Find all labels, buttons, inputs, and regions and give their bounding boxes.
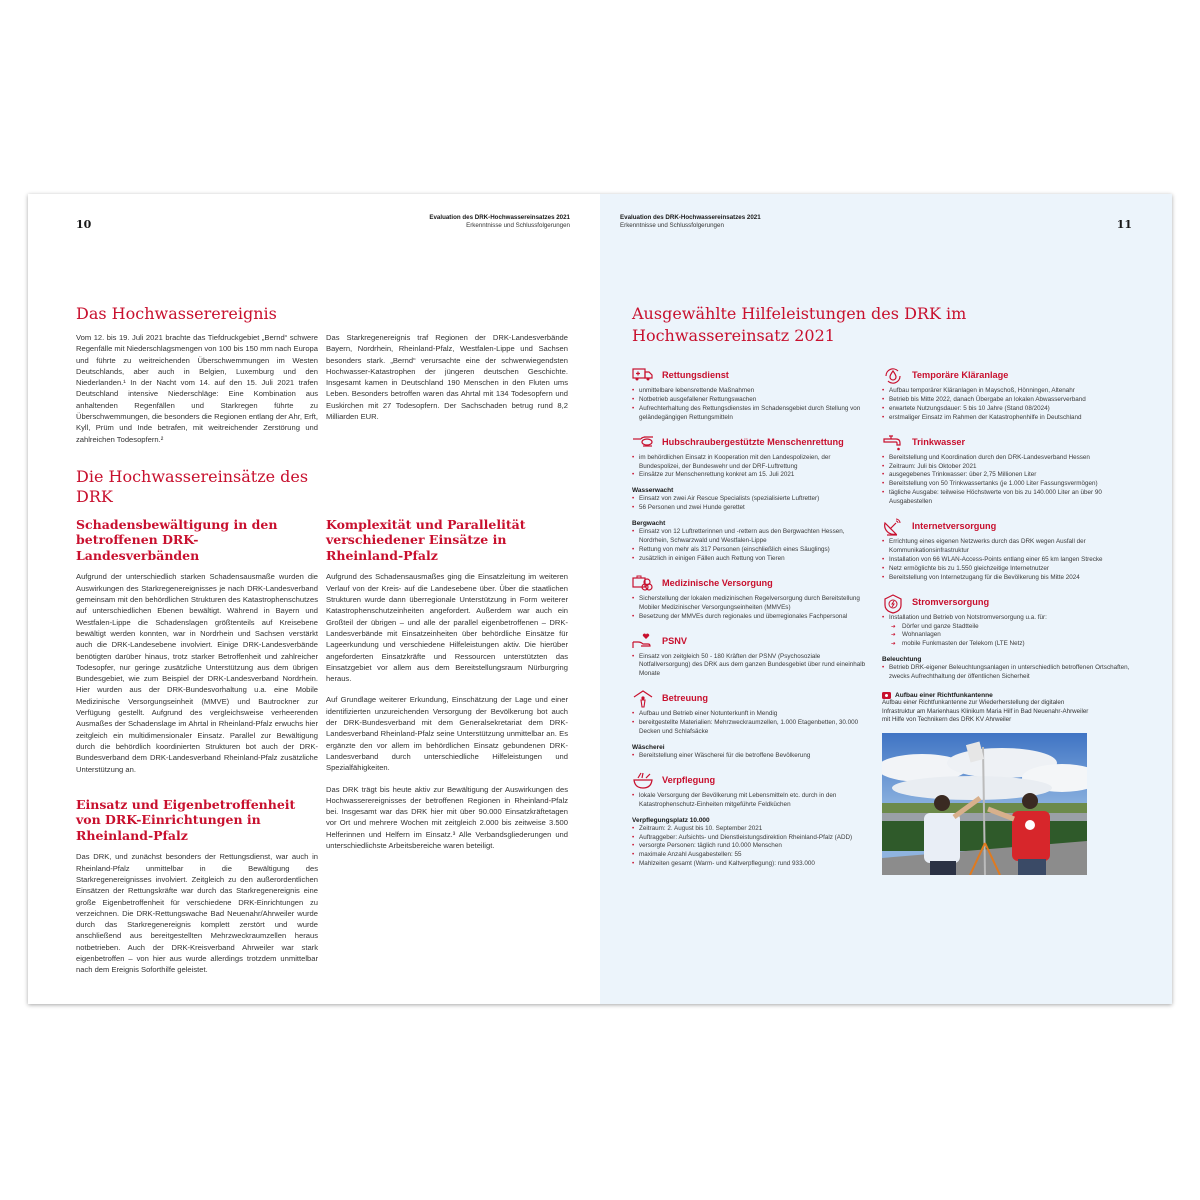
subsection-title: Verpflegungsplatz 10.000 — [632, 816, 710, 824]
bullet-item: • Netz ermöglichte bis zu 1.550 gleichzeitige Internetnutzer — [882, 565, 1132, 574]
bullet-item: • 56 Personen und zwei Hunde gerettet — [632, 504, 870, 513]
service-section-header — [632, 771, 870, 789]
bullet-item: • erwartete Nutzungsdauer: 5 bis 10 Jahre (Stand 08/2024) — [882, 405, 1132, 414]
water-tap-icon — [882, 434, 904, 450]
bullet-item: • Bereitstellung von Internetzugang für die Bevölkerung bis Mitte 2024 — [882, 574, 1132, 583]
section-heading: Das Hochwasserereignis — [76, 304, 277, 323]
bullet-item: • Bereitstellung einer Wäscherei für die betroffene Bevölkerung — [632, 752, 870, 761]
service-title: Verpflegung — [662, 774, 716, 785]
service-title: PSNV — [662, 635, 688, 646]
bullet-item: • Einsätze zur Menschenrettung konkret am 15. Juli 2021 — [632, 471, 870, 480]
bullet-item: • lokale Versorgung der Bevölkerung mit Lebensmitteln etc. durch in den Katastrophenschutz-Einheiten mitgeführte Feldküchen — [632, 792, 870, 810]
right-page — [600, 194, 1172, 1004]
subsection-heading: Komplexität und Parallelität verschiedener Einsätze in Rheinland-Pfalz — [326, 516, 526, 563]
section-heading: Die Hochwassereinsätze des DRK — [76, 466, 309, 506]
service-section-header — [882, 433, 1132, 451]
bullet-item: • Installation von 66 WLAN-Access-Points entlang einer 65 km langen Strecke — [882, 556, 1132, 565]
bullet-item: • tägliche Ausgabe: teilweise Höchstwerte von bis zu 140.000 Liter an über 90 Ausgabestellen — [882, 489, 1132, 507]
bullet-list — [632, 710, 870, 737]
running-subtitle: Erkenntnisse und Schlussfolgerungen — [620, 221, 724, 229]
arrow-list — [882, 623, 1132, 650]
bullet-list — [632, 454, 870, 481]
service-section-header — [632, 632, 870, 650]
bullet-item: • Auftraggeber: Aufsichts- und Dienstleistungsdirektion Rheinland-Pfalz (ADD) — [632, 834, 870, 843]
service-section-header — [882, 366, 1132, 384]
bullet-item: • ausgegebenes Trinkwasser: über 2,75 Millionen Liter — [882, 471, 1132, 480]
subsection-title: Beleuchtung — [882, 656, 922, 664]
bullet-list — [632, 792, 870, 810]
page-number: 11 — [1116, 218, 1132, 231]
bullet-item: • Besetzung der MMVEs durch regionales und überregionales Fachpersonal — [632, 613, 870, 622]
bullet-list — [632, 825, 870, 870]
subsection-title: Wäscherei — [632, 743, 665, 751]
service-section — [632, 771, 870, 869]
bullet-list — [882, 387, 1132, 423]
bullet-item: • Betrieb DRK-eigener Beleuchtungsanlagen in unterschiedlich betroffenen Ortschaften, zwecks Aufrechthaltung der öffentlichen Sicherheit — [882, 664, 1132, 682]
bullet-item: • Bereitstellung von 50 Trinkwassertanks (je 1.000 Liter Fassungsvermögen) — [882, 480, 1132, 489]
bullet-list — [882, 614, 1132, 623]
food-bowl-icon — [632, 772, 654, 788]
bullet-item: • Einsatz von zeitgleich 50 - 180 Kräften der PSNV (Psychosoziale Notfallversorgung) des DRK aus dem ganzen Bundesgebiet über rund eineinhalb Monate — [632, 653, 870, 680]
service-title: Internetversorgung — [912, 521, 997, 532]
left-text-column — [76, 332, 318, 976]
service-section-header — [882, 593, 1132, 611]
service-section-header — [632, 574, 870, 592]
bullet-item: • im behördlichen Einsatz in Kooperation mit den Landespolizeien, der Bundespolizei, der Bundeswehr und der DRF-Luftrettung — [632, 454, 870, 472]
service-section — [632, 632, 870, 680]
bullet-list — [632, 595, 870, 622]
bullet-item: • Aufbau temporärer Kläranlagen in Mayschoß, Hönningen, Altenahr — [882, 387, 1132, 396]
bullet-item: • Betrieb bis Mitte 2022, danach Übergabe an lokalen Abwasserverband — [882, 396, 1132, 405]
document-spread — [28, 194, 1172, 1004]
left-page — [28, 194, 600, 1004]
body-paragraph: Das DRK trägt bis heute aktiv zur Bewältigung der Auswirkungen des Hochwasserereignisses der betroffenen Regionen in Rheinland-Pfalz bei. Insgesamt war das DRK hier mit über 90.000 Einsatzkräftetagen vor Ort und mehrere Wochen mit zeitgleich 2.000 bis zeitweise 3.500 Helferinnen und Helfern im Einsatz.³ Alle Verbandsgliederungen und unterschiedlichste Arbeitsbereiche waren beteiligt. — [326, 784, 568, 850]
subsection-heading: Schadensbewältigung in den betroffenen DRK-Landesverbänden — [76, 516, 278, 563]
service-title: Medizinische Versorgung — [662, 577, 773, 588]
satellite-dish-icon — [882, 518, 904, 534]
service-section-header — [632, 366, 870, 384]
bullet-item: • Errichtung eines eigenen Netzwerks durch das DRK wegen Ausfall der Kommunikationsinfrastruktur — [882, 538, 1132, 556]
bullet-item: • maximale Anzahl Ausgabestellen: 55 — [632, 851, 870, 860]
bullet-item: • Zeitraum: Juli bis Oktober 2021 — [882, 463, 1132, 472]
hand-heart-icon — [632, 633, 654, 649]
page-number: 10 — [76, 218, 92, 231]
bullet-list — [632, 528, 870, 564]
ambulance-icon — [632, 367, 654, 383]
service-section-header — [882, 517, 1132, 535]
service-section-header — [632, 689, 870, 707]
bullet-list — [882, 538, 1132, 583]
antenna-photo-illustration — [882, 733, 1087, 875]
arrow-item: ➔ Wohnanlagen — [882, 631, 1132, 640]
subsection-heading: Einsatz und Eigenbetroffenheit von DRK-Einrichtungen in Rheinland-Pfalz — [76, 796, 296, 843]
subsection-title: Bergwacht — [632, 520, 666, 528]
bullet-item: • Einsatz von 12 Luftretterinnen und -rettern aus den Bergwachten Hessen, Nordrhein, Schwarzwald und Westfalen-Lippe — [632, 528, 870, 546]
service-title: Betreuung — [662, 693, 708, 704]
water-recycle-icon — [882, 367, 904, 383]
bullet-list — [882, 454, 1132, 507]
bullet-item: • Aufbau und Betrieb einer Notunterkunft in Mendig — [632, 710, 870, 719]
caption-title: Aufbau einer Richtfunkantenne — [895, 692, 993, 700]
page-heading-line: Hochwassereinsatz 2021 — [632, 326, 835, 345]
bullet-item: • Zeitraum: 2. August bis 10. September 2021 — [632, 825, 870, 834]
running-subtitle: Erkenntnisse und Schlussfolgerungen — [466, 221, 570, 229]
arrow-item: ➔ mobile Funkmasten der Telekom (LTE Netz) — [882, 640, 1132, 649]
bullet-item: • Sicherstellung der lokalen medizinischen Regelversorgung durch Bereitstellung Mobiler Medizinischer Versorgungseinheiten (MMVEs) — [632, 595, 870, 613]
power-shield-icon — [882, 594, 904, 610]
arrow-item: ➔ Dörfer und ganze Stadtteile — [882, 623, 1132, 632]
service-title: Stromversorgung — [912, 596, 990, 607]
service-section — [632, 366, 870, 423]
service-section — [632, 574, 870, 622]
service-section — [882, 366, 1132, 423]
services-column-left — [632, 366, 870, 879]
service-section — [882, 433, 1132, 507]
bullet-item: • erstmaliger Einsatz im Rahmen der Katastrophenhilfe in Deutschland — [882, 414, 1132, 423]
running-header — [620, 214, 761, 229]
bullet-item: • zusätzlich in einigen Fällen auch Rettung von Tieren — [632, 555, 870, 564]
running-title: Evaluation des DRK-Hochwassereinsatzes 2021 — [429, 214, 570, 221]
body-paragraph: Aufgrund des Schadensausmaßes ging die Einsatzleitung im weiteren Verlauf von der Kreis- auf die Landesebene über. Über die staatlichen Strukturen wurde dann überregionale Unterstützung in Form weiterer Katastrophenschutzeinheiten angefordert. Außerdem war auch ein Großteil der übrigen – und alle der parallel eigenbetroffenen – DRK-Landesverbände mit Einsatzeinheiten über behördliche Einsätze für Lageerkundung und verschiedene Hilfeleistungen aktiv. Die hierüber angeforderten Einsatzkräfte und Ressourcen unterstützten das Einsatzgebiet vor allem aus dem Bereitstellungsraum Nürburgring heraus. — [326, 572, 568, 684]
running-title: Evaluation des DRK-Hochwassereinsatzes 2021 — [620, 214, 761, 221]
body-paragraph: Vom 12. bis 19. Juli 2021 brachte das Tiefdruckgebiet „Bernd“ schwere Regenfälle mit Niederschlagsmengen von 100 bis 150 mm nach Europa und führte zu weitreichenden Überschwemmungen im Westen Deutschlands, aber auch in Belgien, Luxemburg und den Niederlanden.¹ In der Nacht vom 14. auf den 15. Juli 2021 trafen Deutschland intensive Niederschläge: Eine Kombination aus anhaltenden Regenfällen und Starkregen führte zu Überschwemmungen, die besonders die Regionen entlang der Ahr, Erft, Kyll, Prüm und Inde betrafen, mit weitreichender Zerstörung und zahlreichen Todesopfern.² — [76, 333, 318, 444]
photo-antenna-installation — [882, 733, 1087, 875]
bullet-item: • bereitgestellte Materialien: Mehrzweckraumzellen, 1.000 Etagenbetten, 30.000 Decken und Schlafsäcke — [632, 719, 870, 737]
service-title: Hubschraubergestützte Menschenrettung — [662, 436, 844, 447]
caption-text: Aufbau einer Richtfunkantenne zur Wiederherstellung der digitalen Infrastruktur am Marienhaus Klinikum Maria Hilf in Bad Neuenahr-Ahrweiler mit Hilfe von Technikern des DRK KV Ahrweiler — [882, 699, 1089, 724]
helicopter-icon — [632, 434, 654, 450]
bullet-item: • Rettung von mehr als 317 Personen (einschließlich eines Säuglings) — [632, 546, 870, 555]
body-paragraph: Das Starkregenereignis traf Regionen der DRK-Landesverbände Bayern, Nordrhein, Rheinland-Pfalz, Westfalen-Lippe und Sachsen besonders stark. „Bernd“ verursachte eine der schwerwiegendsten Hochwasser-Katastrophen der jüngeren deutschen Geschichte. Insgesamt kamen in Deutschland 190 Menschen in den Fluten ums Leben. Besonders betroffen waren das Ahrtal mit 134 Todesopfern und Euskirchen mit 27 Todesopfern. Der Sachschaden betrug rund 8,2 Milliarden EUR. — [326, 333, 568, 422]
shelter-person-icon — [632, 690, 654, 706]
bullet-item: • Mahlzeiten gesamt (Warm- und Kaltverpflegung): rund 933.000 — [632, 860, 870, 869]
bullet-item: • Bereitstellung und Koordination durch den DRK-Landesverband Hessen — [882, 454, 1132, 463]
bullet-item: • Aufrechterhaltung des Rettungsdienstes im Schadensgebiet durch Stellung von geländegängigen Rettungsmitteln — [632, 405, 870, 423]
bullet-list — [632, 495, 870, 513]
service-section — [632, 689, 870, 761]
service-title: Trinkwasser — [912, 436, 966, 447]
services-column-right — [882, 366, 1132, 682]
subsection-title: Wasserwacht — [632, 487, 674, 495]
bullet-list — [632, 752, 870, 761]
bullet-item: • Einsatz von zwei Air Rescue Specialists (spezialisierte Luftretter) — [632, 495, 870, 504]
service-title: Temporäre Kläranlage — [912, 370, 1009, 380]
body-paragraph: Das DRK, und zunächst besonders der Rettungsdienst, war auch in Rheinland-Pfalz unmittelbar in die Bewältigung des Starkregenereignisses involviert. Zeitgleich zu den außerordentlichen Einsätzen der Rettungskräfte war durch das Starkregenereignis eine große Eigenbetroffenheit für verschiedene DRK-Einrichtungen zu verzeichnen. Die DRK-Rettungswache Bad Neuenahr/Ahrweiler wurde durch das Starkregenereignis komplett zerstört und wurde anschließend aus bereitgestellten Mehrzweckraumzellen heraus notbetrieben. Auch der DRK-Kreisverband Ahrweiler war stark eigenbetroffen – von hier aus wurde allerdings trotzdem unmittelbar nach dem Ereignis Soforthilfe geleistet. — [76, 852, 318, 975]
page-heading-line: Ausgewählte Hilfeleistungen des DRK im — [632, 304, 967, 323]
bullet-item: • Notbetrieb ausgefallener Rettungswachen — [632, 396, 870, 405]
page-heading — [632, 304, 966, 346]
service-section — [632, 433, 870, 564]
body-paragraph: Aufgrund der unterschiedlich starken Schadensausmaße wurden die Auswirkungen des Starkregenereignisses je nach DRK-Landesverband gemeinsam mit den behördlichen Strukturen des Katastrophenschutzes auf unterschiedlichen Ebenen bewältigt. Während in Bayern und Westfalen-Lippe die Schadenslagen größtenteils auf Kreisebene bewältigt werden konnten, war in Nordrhein und Sachsen verstärkt auch die DRK-Landesebene involviert. Einige DRK-Landesverbände benötigten darüber hinaus, trotz starker Betroffenheit und zahlreicher Todesopfer, nur geringe zusätzliche Unterstützung aus dem übrigen Bundesgebiet, wie zum Beispiel der DRK-Landesverband Nordrhein. Hier wurden aus der DRK-Bundesvorhaltung u.a. eine Mobile Medizinische Versorgungseinheit (MMVE) und Bautrockner zur Verfügung gestellt. Aufgrund des vergleichsweise verheerenden Ausmaßes der Schadenslage im Ahrtal in Rheinland-Pfalz erwuchs hier zeitgleich ein multidimensionaler Einsatz. Parallel zur Bewältigung durch die behördlich koordinierten Strukturen bot auch der DRK-Bundesverband dem DRK-Landesverband Rheinland-Pfalz zusätzliche Unterstützung an. — [76, 572, 318, 774]
service-title: Rettungsdienst — [662, 370, 729, 380]
right-text-column — [326, 332, 568, 851]
photo-caption — [882, 692, 1132, 875]
service-section-header — [632, 433, 870, 451]
bullet-item: • unmittelbare lebensrettende Maßnahmen — [632, 387, 870, 396]
camera-icon — [882, 692, 891, 699]
body-paragraph: Auf Grundlage weiterer Erkundung, Einschätzung der Lage und einer identifizierten unzureichenden Versorgung der Bevölkerung bot auch der DRK-Bundesverband mit dem Generalsekretariat dem DRK-Landesverband Rheinland-Pfalz seine Unterstützung unmittelbar an. Es ergänzte den vor allem im behördlichen Einsatz gebundenen DRK-Landesverband durch unterschiedliche Hilfeleistungen und Spezialfähigkeiten. — [326, 695, 568, 773]
bullet-item: • Installation und Betrieb von Notstromversorgung u.a. für: — [882, 614, 1132, 623]
services-column-right-wrapper — [882, 366, 1132, 875]
bullet-list — [882, 664, 1132, 682]
service-section — [882, 517, 1132, 583]
bullet-item: • versorgte Personen: täglich rund 10.000 Menschen — [632, 842, 870, 851]
bullet-list — [632, 387, 870, 423]
service-section — [882, 593, 1132, 682]
running-header — [429, 214, 570, 229]
bullet-list — [632, 653, 870, 680]
medical-kit-icon — [632, 575, 654, 591]
